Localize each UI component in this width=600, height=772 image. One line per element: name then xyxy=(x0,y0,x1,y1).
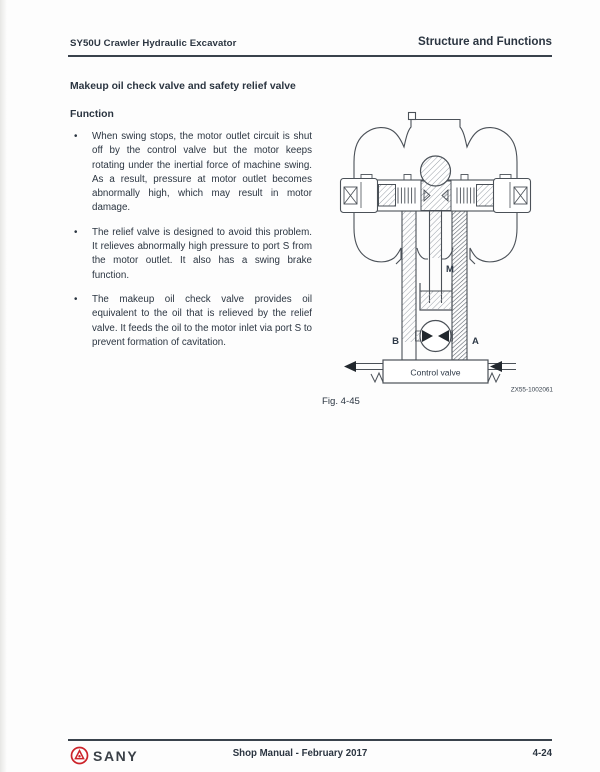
bullet-marker: • xyxy=(74,131,78,142)
list-item xyxy=(70,130,312,216)
label-port-a: A xyxy=(472,336,479,347)
bullet-marker: • xyxy=(74,226,78,238)
bullet-text: The makeup oil check valve provides oil equivalent to the oil that is relieved by the relief valve. It feeds the oil to the motor inlet via port S to prevent formation of cavitation. xyxy=(92,293,312,348)
center-port xyxy=(421,156,451,186)
drain-cup xyxy=(420,283,452,310)
footer-rule xyxy=(68,739,552,741)
header-model-title: SY50U Crawler Hydraulic Excavator xyxy=(70,38,237,49)
function-bullet-list xyxy=(70,130,312,360)
header-rule xyxy=(68,55,552,57)
label-port-m: M xyxy=(446,264,454,275)
header-section-title: Structure and Functions xyxy=(418,35,552,48)
bullet-text: When swing stops, the motor outlet circuit is shut off by the control valve but the motor keeps rotating under the inertial force of machine swing. As a result, pressure at motor outlet becomes abnormally high, which may result in motor damage. xyxy=(92,131,312,214)
pilot-arrow-right-icon xyxy=(490,361,502,372)
list-item xyxy=(70,293,312,350)
figure-caption: Fig. 4-45 xyxy=(322,396,360,407)
page-title: Makeup oil check valve and safety relief valve xyxy=(70,81,296,92)
figure-ref-code: ZX55-1002061 xyxy=(510,386,553,394)
motor-symbol xyxy=(416,321,453,352)
brand-name: SANY xyxy=(93,747,139,764)
footer-page-number: 4-24 xyxy=(532,748,552,759)
label-port-b: B xyxy=(392,336,399,347)
bullet-marker: • xyxy=(74,293,78,305)
footer-manual-title: Shop Manual - February 2017 xyxy=(232,748,368,759)
function-heading: Function xyxy=(70,109,114,120)
label-control-valve: Control valve xyxy=(410,367,461,378)
pilot-arrow-left-icon xyxy=(344,361,356,372)
valve-cross-section-diagram xyxy=(330,105,560,415)
list-item xyxy=(70,226,312,283)
bullet-text: The relief valve is designed to avoid this problem. It relieves abnormally high pressure to port S from the motor outlet. It also has a swing brake function. xyxy=(92,226,312,281)
